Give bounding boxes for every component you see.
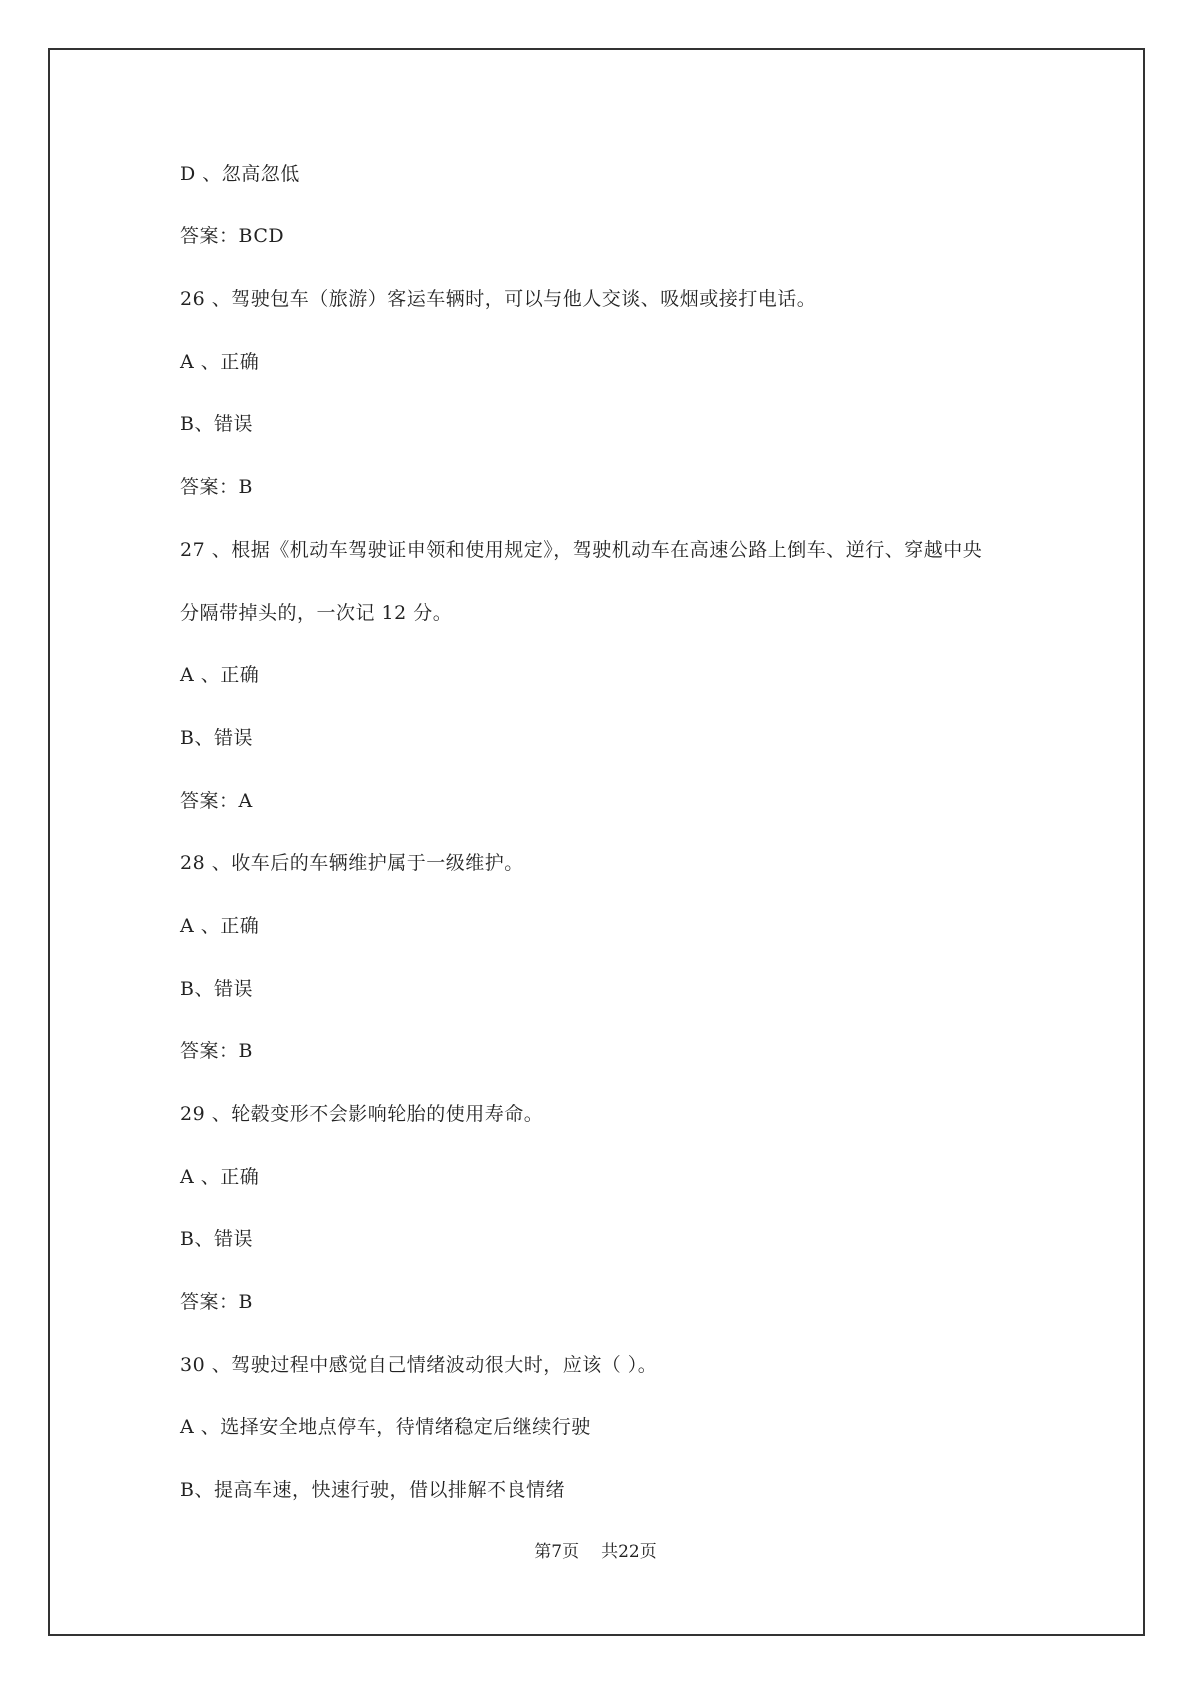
answer-q27: 答案：A [180, 790, 253, 812]
question-28: 28 、收车后的车辆维护属于一级维护。 [180, 852, 524, 874]
page-footer [0, 1541, 1191, 1563]
option-b-q26: B、错误 [180, 413, 253, 435]
question-27-continued: 分隔带掉头的，一次记 12 分。 [180, 602, 453, 624]
answer-q26: 答案：B [180, 476, 253, 498]
option-a-q29: A 、正确 [180, 1166, 260, 1188]
option-a-q26: A 、正确 [180, 351, 260, 373]
page-total: 共22页 [601, 1542, 657, 1562]
option-b-q28: B、错误 [180, 978, 253, 1000]
option-a-q28: A 、正确 [180, 915, 260, 937]
question-29: 29 、轮毂变形不会影响轮胎的使用寿命。 [180, 1103, 544, 1125]
answer-q29: 答案：B [180, 1291, 253, 1313]
answer-q28: 答案：B [180, 1040, 253, 1062]
option-a-q30: A 、选择安全地点停车，待情绪稳定后继续行驶 [180, 1416, 591, 1438]
answer-q25: 答案：BCD [180, 225, 285, 247]
option-b-q30: B、提高车速，快速行驶，借以排解不良情绪 [180, 1479, 565, 1501]
question-27: 27 、根据《机动车驾驶证申领和使用规定》，驾驶机动车在高速公路上倒车、逆行、穿越中央 [180, 539, 983, 561]
page-number: 第7页 [534, 1542, 580, 1562]
option-b-q29: B、错误 [180, 1228, 253, 1250]
option-d-q25: D 、忽高忽低 [180, 163, 300, 185]
option-b-q27: B、错误 [180, 727, 253, 749]
option-a-q27: A 、正确 [180, 664, 260, 686]
question-26: 26 、驾驶包车（旅游）客运车辆时，可以与他人交谈、吸烟或接打电话。 [180, 288, 817, 310]
question-30: 30 、驾驶过程中感觉自己情绪波动很大时，应该（ ）。 [180, 1354, 658, 1376]
